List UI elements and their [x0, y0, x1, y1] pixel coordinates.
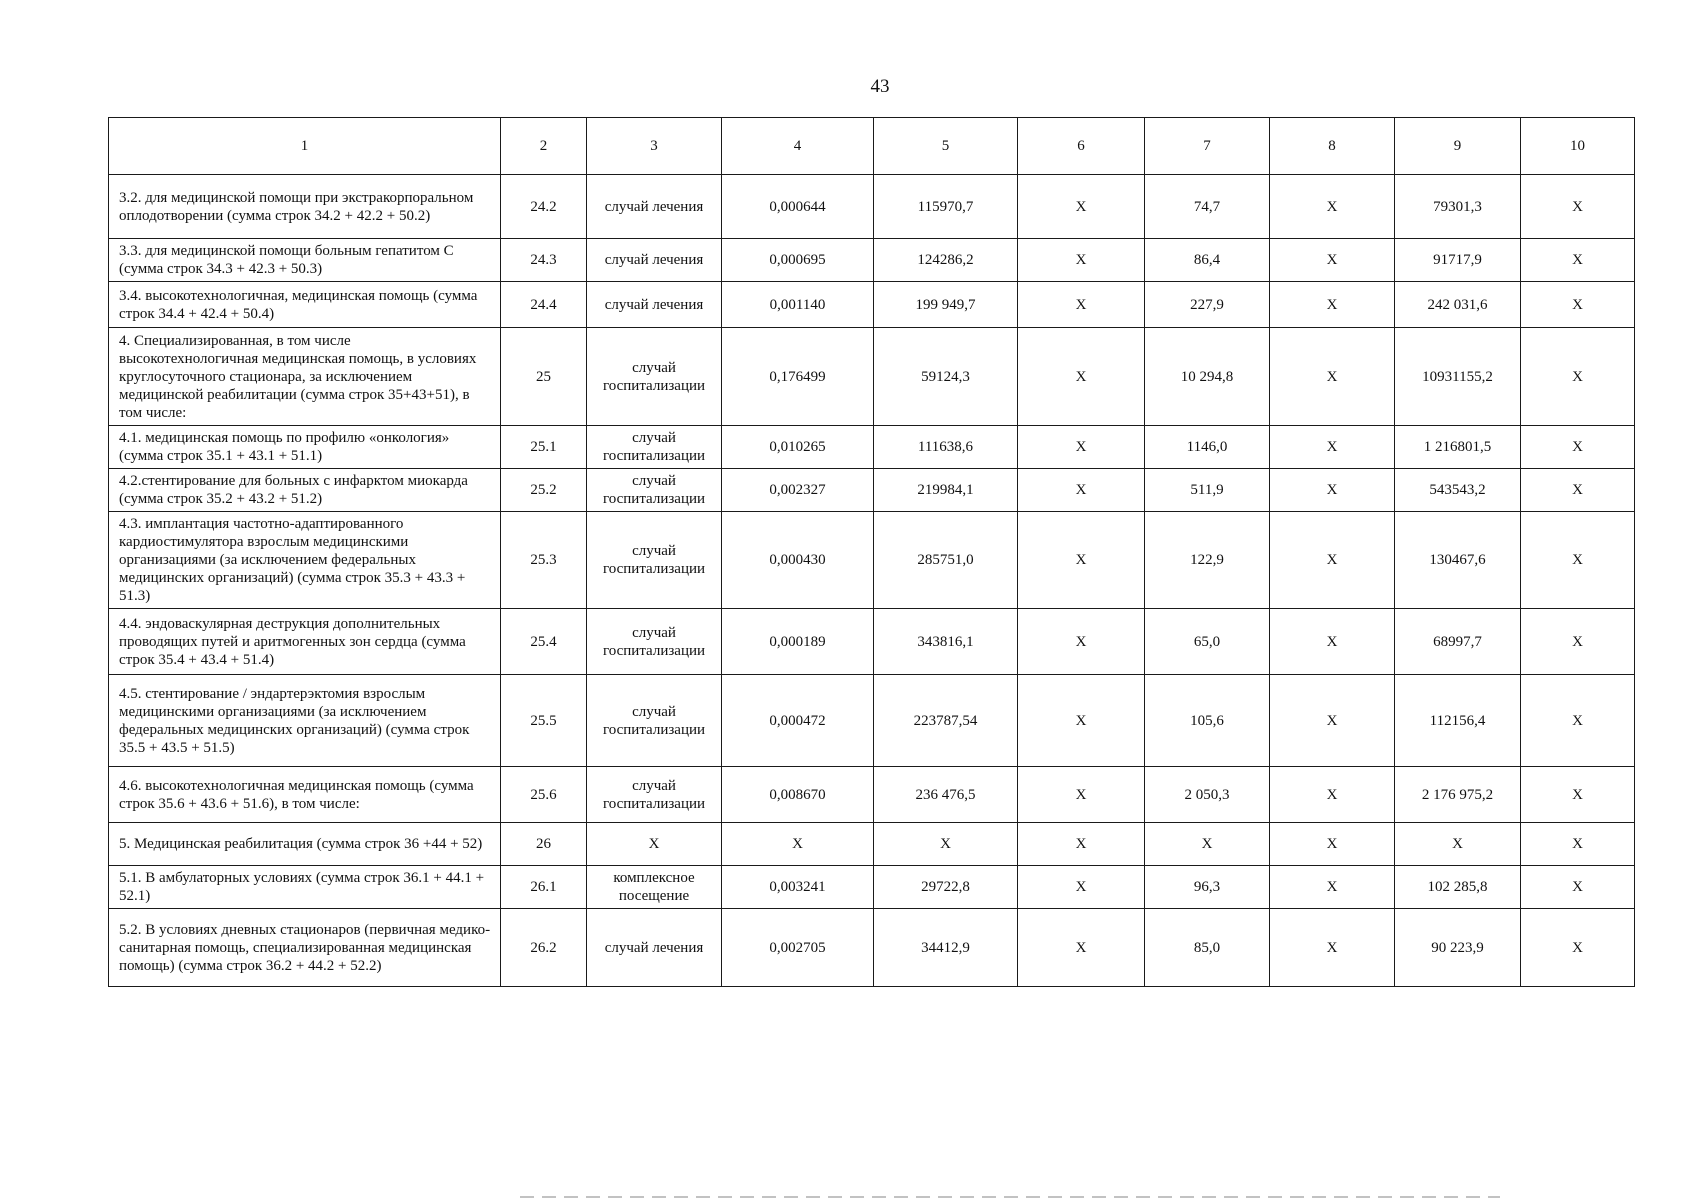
- row-unit: случай госпитализации: [587, 512, 722, 609]
- row-col8: X: [1270, 175, 1395, 239]
- row-col8: X: [1270, 675, 1395, 767]
- data-table-container: [108, 117, 1634, 987]
- row-description: 3.4. высокотехнологичная, медицинская помощь (сумма строк 34.4 + 42.4 + 50.4): [109, 282, 501, 328]
- row-norm-cost: 124286,2: [874, 239, 1018, 282]
- table-row: [109, 609, 1635, 675]
- row-col8: X: [1270, 239, 1395, 282]
- row-col6: X: [1018, 175, 1145, 239]
- table-row: [109, 426, 1635, 469]
- table-row: [109, 328, 1635, 426]
- row-norm-volume: 0,002327: [722, 469, 874, 512]
- row-norm-volume: 0,010265: [722, 426, 874, 469]
- row-col9: 90 223,9: [1395, 909, 1521, 987]
- row-norm-volume: 0,000695: [722, 239, 874, 282]
- row-norm-cost: 59124,3: [874, 328, 1018, 426]
- row-description: 3.3. для медицинской помощи больным гепатитом С (сумма строк 34.3 + 42.3 + 50.3): [109, 239, 501, 282]
- row-norm-volume: 0,000189: [722, 609, 874, 675]
- row-unit: комплексное посещение: [587, 866, 722, 909]
- row-unit: случай лечения: [587, 175, 722, 239]
- row-col8: X: [1270, 609, 1395, 675]
- table-row: [109, 675, 1635, 767]
- row-col7: 65,0: [1145, 609, 1270, 675]
- row-norm-volume: 0,001140: [722, 282, 874, 328]
- row-col9: 79301,3: [1395, 175, 1521, 239]
- header-row: [109, 118, 1635, 175]
- table-row: [109, 909, 1635, 987]
- row-col7: 122,9: [1145, 512, 1270, 609]
- row-unit: случай лечения: [587, 282, 722, 328]
- row-description: 4.5. стентирование / эндартерэктомия взрослым медицинскими организациями (за исключением федеральных медицинских организаций) (сумма строк 35.5 + 43.5 + 51.5): [109, 675, 501, 767]
- row-col9: 242 031,6: [1395, 282, 1521, 328]
- data-table: [108, 117, 1635, 987]
- row-col9: 1 216801,5: [1395, 426, 1521, 469]
- row-norm-cost: 199 949,7: [874, 282, 1018, 328]
- row-norm-volume: 0,176499: [722, 328, 874, 426]
- row-description: 5.1. В амбулаторных условиях (сумма строк 36.1 + 44.1 + 52.1): [109, 866, 501, 909]
- row-description: 4.6. высокотехнологичная медицинская помощь (сумма строк 35.6 + 43.6 + 51.6), в том числе:: [109, 767, 501, 823]
- row-col10: X: [1521, 675, 1635, 767]
- row-col7: 96,3: [1145, 866, 1270, 909]
- table-row: [109, 767, 1635, 823]
- row-col10: X: [1521, 328, 1635, 426]
- row-description: 4.2.стентирование для больных с инфарктом миокарда (сумма строк 35.2 + 43.2 + 51.2): [109, 469, 501, 512]
- row-unit: случай госпитализации: [587, 426, 722, 469]
- row-col9: 130467,6: [1395, 512, 1521, 609]
- row-line-code: 25.1: [501, 426, 587, 469]
- row-unit: случай госпитализации: [587, 675, 722, 767]
- row-norm-volume: 0,003241: [722, 866, 874, 909]
- row-col8: X: [1270, 469, 1395, 512]
- row-col10: X: [1521, 609, 1635, 675]
- row-col6: X: [1018, 675, 1145, 767]
- row-col6: X: [1018, 328, 1145, 426]
- row-description: 5.2. В условиях дневных стационаров (первичная медико-санитарная помощь, специализированная медицинская помощь) (сумма строк 36.2 + 44.2 + 52.2): [109, 909, 501, 987]
- header-cell: 8: [1270, 118, 1395, 175]
- row-col9: 91717,9: [1395, 239, 1521, 282]
- row-description: 4.1. медицинская помощь по профилю «онкология» (сумма строк 35.1 + 43.1 + 51.1): [109, 426, 501, 469]
- row-norm-volume: 0,008670: [722, 767, 874, 823]
- row-col8: X: [1270, 823, 1395, 866]
- table-row: [109, 175, 1635, 239]
- row-col6: X: [1018, 909, 1145, 987]
- row-col7: 1146,0: [1145, 426, 1270, 469]
- row-unit: случай госпитализации: [587, 767, 722, 823]
- row-col10: X: [1521, 512, 1635, 609]
- table-row: [109, 512, 1635, 609]
- row-col9: 543543,2: [1395, 469, 1521, 512]
- row-description: 4.3. имплантация частотно-адаптированного кардиостимулятора взрослым медицинскими организациями (за исключением федеральных медицинских организаций) (сумма строк 35.3 + 43.3 + 51.3): [109, 512, 501, 609]
- header-cell: 4: [722, 118, 874, 175]
- row-col6: X: [1018, 426, 1145, 469]
- row-unit: случай госпитализации: [587, 609, 722, 675]
- row-col6: X: [1018, 282, 1145, 328]
- row-col7: 74,7: [1145, 175, 1270, 239]
- table-row: [109, 469, 1635, 512]
- row-col8: X: [1270, 767, 1395, 823]
- row-line-code: 25.2: [501, 469, 587, 512]
- row-unit: X: [587, 823, 722, 866]
- row-col7: 511,9: [1145, 469, 1270, 512]
- row-col10: X: [1521, 767, 1635, 823]
- table-row: [109, 866, 1635, 909]
- row-line-code: 25: [501, 328, 587, 426]
- row-col9: X: [1395, 823, 1521, 866]
- header-cell: 10: [1521, 118, 1635, 175]
- row-line-code: 25.5: [501, 675, 587, 767]
- header-cell: 2: [501, 118, 587, 175]
- row-col10: X: [1521, 239, 1635, 282]
- row-col8: X: [1270, 282, 1395, 328]
- row-line-code: 24.2: [501, 175, 587, 239]
- row-col6: X: [1018, 512, 1145, 609]
- row-line-code: 25.4: [501, 609, 587, 675]
- row-col8: X: [1270, 866, 1395, 909]
- row-norm-volume: 0,000472: [722, 675, 874, 767]
- row-norm-cost: 115970,7: [874, 175, 1018, 239]
- header-cell: 1: [109, 118, 501, 175]
- row-line-code: 26.1: [501, 866, 587, 909]
- row-col6: X: [1018, 866, 1145, 909]
- row-col7: 2 050,3: [1145, 767, 1270, 823]
- row-norm-cost: 29722,8: [874, 866, 1018, 909]
- row-norm-cost: 219984,1: [874, 469, 1018, 512]
- row-col10: X: [1521, 469, 1635, 512]
- row-line-code: 25.3: [501, 512, 587, 609]
- row-norm-cost: 343816,1: [874, 609, 1018, 675]
- row-col10: X: [1521, 282, 1635, 328]
- header-cell: 3: [587, 118, 722, 175]
- row-col6: X: [1018, 609, 1145, 675]
- row-col7: 86,4: [1145, 239, 1270, 282]
- row-norm-cost: 285751,0: [874, 512, 1018, 609]
- row-col9: 68997,7: [1395, 609, 1521, 675]
- row-col6: X: [1018, 767, 1145, 823]
- row-col6: X: [1018, 469, 1145, 512]
- row-norm-cost: 111638,6: [874, 426, 1018, 469]
- row-line-code: 24.3: [501, 239, 587, 282]
- row-unit: случай лечения: [587, 909, 722, 987]
- row-unit: случай лечения: [587, 239, 722, 282]
- row-norm-volume: X: [722, 823, 874, 866]
- row-col6: X: [1018, 823, 1145, 866]
- row-line-code: 25.6: [501, 767, 587, 823]
- row-description: 4. Специализированная, в том числе высокотехнологичная медицинская помощь, в условиях круглосуточного стационара, за исключением медицинской реабилитации (сумма строк 35+43+51), в том числе:: [109, 328, 501, 426]
- row-col7: 85,0: [1145, 909, 1270, 987]
- row-unit: случай госпитализации: [587, 469, 722, 512]
- row-col9: 102 285,8: [1395, 866, 1521, 909]
- row-col8: X: [1270, 512, 1395, 609]
- row-unit: случай госпитализации: [587, 328, 722, 426]
- row-norm-cost: 34412,9: [874, 909, 1018, 987]
- page-number: 43: [870, 76, 890, 97]
- row-description: 4.4. эндоваскулярная деструкция дополнительных проводящих путей и аритмогенных зон сердца (сумма строк 35.4 + 43.4 + 51.4): [109, 609, 501, 675]
- row-norm-volume: 0,002705: [722, 909, 874, 987]
- header-cell: 5: [874, 118, 1018, 175]
- row-norm-cost: 236 476,5: [874, 767, 1018, 823]
- table-row: [109, 823, 1635, 866]
- row-col10: X: [1521, 866, 1635, 909]
- header-cell: 6: [1018, 118, 1145, 175]
- row-col9: 2 176 975,2: [1395, 767, 1521, 823]
- row-col8: X: [1270, 426, 1395, 469]
- row-line-code: 24.4: [501, 282, 587, 328]
- row-col7: 10 294,8: [1145, 328, 1270, 426]
- row-norm-cost: X: [874, 823, 1018, 866]
- table-row: [109, 239, 1635, 282]
- row-col10: X: [1521, 909, 1635, 987]
- row-col10: X: [1521, 823, 1635, 866]
- scan-edge-artifact: [520, 1196, 1500, 1198]
- table-row: [109, 282, 1635, 328]
- row-col7: 227,9: [1145, 282, 1270, 328]
- row-norm-volume: 0,000644: [722, 175, 874, 239]
- row-col7: X: [1145, 823, 1270, 866]
- header-cell: 7: [1145, 118, 1270, 175]
- row-line-code: 26.2: [501, 909, 587, 987]
- header-cell: 9: [1395, 118, 1521, 175]
- row-col8: X: [1270, 328, 1395, 426]
- row-col6: X: [1018, 239, 1145, 282]
- row-col7: 105,6: [1145, 675, 1270, 767]
- row-col10: X: [1521, 426, 1635, 469]
- row-description: 3.2. для медицинской помощи при экстракорпоральном оплодотворении (сумма строк 34.2 + 42.2 + 50.2): [109, 175, 501, 239]
- row-col9: 10931155,2: [1395, 328, 1521, 426]
- row-description: 5. Медицинская реабилитация (сумма строк 36 +44 + 52): [109, 823, 501, 866]
- row-line-code: 26: [501, 823, 587, 866]
- row-norm-volume: 0,000430: [722, 512, 874, 609]
- row-col8: X: [1270, 909, 1395, 987]
- row-col9: 112156,4: [1395, 675, 1521, 767]
- row-norm-cost: 223787,54: [874, 675, 1018, 767]
- row-col10: X: [1521, 175, 1635, 239]
